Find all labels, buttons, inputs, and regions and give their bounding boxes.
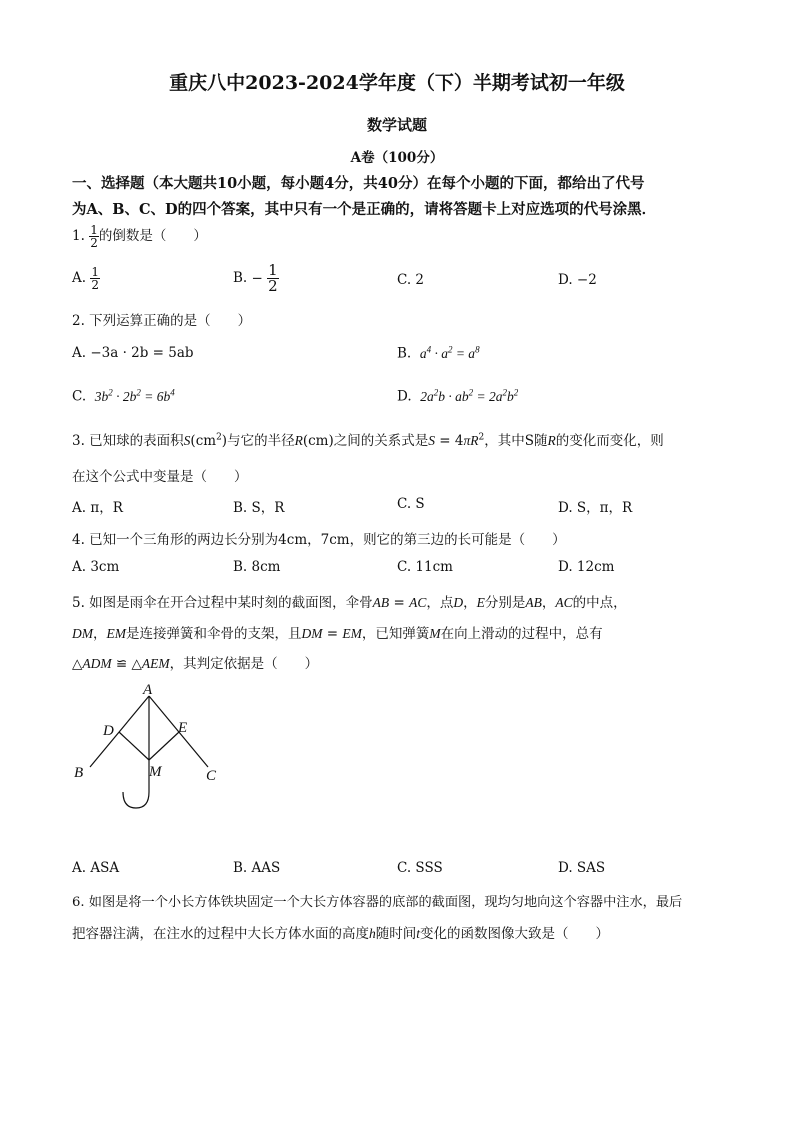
text: 把容器注满，在注水的过程中大长方体水面的高度 — [72, 926, 369, 942]
option-label: C. — [72, 388, 87, 405]
label-e: E — [178, 720, 188, 736]
option-3b: B. S，R — [233, 500, 285, 516]
exam-subtitle: 数学试题 — [366, 116, 427, 134]
umbrella-figure — [66, 680, 236, 820]
option-label: B. — [233, 270, 248, 286]
text: 之间的关系式是 — [333, 433, 429, 449]
volume-label: A卷（100分） — [350, 150, 444, 166]
fraction — [267, 263, 279, 294]
option-4b: B. 8cm — [233, 559, 281, 575]
question-3-line1: 3. 已知球的表面积$S(cm^2)$与它的半径R(cm)之间的关系式是$S = 4\pi R^2$，其中S随R的变化而变化，则 — [72, 432, 664, 449]
fraction — [89, 224, 99, 249]
exam-title: 重庆八中2023-2024学年度（下）半期考试初一年级 — [169, 72, 625, 94]
question-3-line2: 在这个公式中变量是（ ） — [72, 469, 248, 485]
text: 的变化而变化，则 — [555, 433, 664, 449]
option-2c: C. $3b^2 \cdot 2b^2 = 6b^4$ — [72, 387, 175, 405]
strut-em — [149, 732, 179, 760]
question-1-stem — [72, 224, 207, 249]
fraction — [90, 266, 100, 291]
label-d: D — [103, 723, 114, 739]
rib-ab — [90, 696, 149, 767]
option-5b: B. AAS — [233, 860, 281, 876]
label-b: B — [74, 765, 84, 781]
option-1b — [233, 263, 279, 294]
section-instructions-line2: 为A、B、C、D的四个答案，其中只有一个是正确的，请将答题卡上对应选项的代号涂黑． — [72, 201, 657, 218]
option-label: A. — [72, 270, 87, 286]
question-6-line1: 6. 如图是将一个小长方体铁块固定一个大长方体容器的底部的截面图，现均匀地向这个容器中注水，最后 — [72, 895, 683, 910]
option-1a — [72, 266, 100, 291]
text: ，已知弹簧 — [361, 626, 430, 642]
text: ，其判定依据是（ ） — [169, 656, 319, 672]
question-5-line1: 5. 如图是雨伞在开合过程中某时刻的截面图，伞骨AB = AC，点D，E分别是AB，AC的中点， — [72, 595, 627, 611]
option-5c: C. SSS — [397, 860, 443, 876]
text: 与它的半径 — [227, 433, 295, 449]
label-c: C — [206, 768, 217, 784]
option-4a: A. 3cm — [72, 559, 120, 575]
minus-sign: − — [251, 270, 263, 287]
option-3c: C. S — [397, 496, 425, 512]
option-label: B. — [397, 345, 412, 362]
option-5d: D. SAS — [558, 860, 606, 876]
strut-dm — [119, 732, 149, 760]
option-2d: D. $2a^2b \cdot ab^2 = 2a^2b^2$ — [397, 387, 519, 405]
text: ，点 — [426, 595, 454, 611]
text: 分别是 — [484, 595, 526, 611]
option-2b: B. $a^4 \cdot a^2 = a^8$ — [397, 344, 480, 362]
numerator: 1 — [91, 265, 99, 279]
option-4d: D. 12cm — [558, 559, 615, 575]
handle — [123, 792, 149, 808]
denominator: 2 — [90, 236, 98, 250]
denominator: 2 — [268, 277, 278, 295]
denominator: 2 — [91, 278, 99, 292]
option-4c: C. 11cm — [397, 559, 453, 575]
option-3a: A. π，R — [72, 500, 123, 516]
question-1-text: 的倒数是（ ） — [98, 228, 207, 244]
label-m: M — [149, 764, 162, 780]
label-a: A — [143, 682, 153, 698]
text: 的中点， — [572, 595, 627, 611]
text: 是连接弹簧和伞骨的支架，且 — [126, 626, 302, 642]
option-1c: C. 2 — [397, 272, 425, 288]
option-2a: A. −3a · 2b = 5ab — [72, 345, 194, 361]
text: 随时间 — [375, 926, 417, 942]
question-2-stem: 2. 下列运算正确的是（ ） — [72, 313, 252, 329]
option-1d: D. −2 — [558, 272, 597, 288]
text: 在向上滑动的过程中，总有 — [440, 626, 603, 642]
option-5a: A. ASA — [72, 860, 120, 876]
numerator: 1 — [268, 261, 278, 279]
numerator: 1 — [90, 223, 98, 237]
question-number: 1. — [72, 228, 85, 244]
question-4-stem: 4. 已知一个三角形的两边长分别为4cm，7cm，则它的第三边的长可能是（ ） — [72, 532, 566, 548]
text: 变化的函数图像大致是（ ） — [420, 926, 610, 942]
section-instructions-line1: 一、选择题（本大题共10小题，每小题4分，共40分）在每个小题的下面，都给出了代号 — [72, 175, 645, 192]
question-5-line3: △ADM ≌ △AEM，其判定依据是（ ） — [72, 656, 319, 672]
question-6-line2: 把容器注满，在注水的过程中大长方体水面的高度h随时间t变化的函数图像大致是（ ） — [72, 926, 610, 942]
question-5-line2: DM，EM是连接弹簧和伞骨的支架，且DM = EM，已知弹簧M在向上滑动的过程中，总有 — [72, 626, 603, 642]
option-label: D. — [397, 388, 412, 405]
text: 3. 已知球的表面积 — [72, 433, 184, 449]
text: ，其中S随 — [484, 433, 548, 449]
option-3d: D. S，π，R — [558, 500, 633, 516]
text: 5. 如图是雨伞在开合过程中某时刻的截面图，伞骨 — [72, 595, 373, 611]
